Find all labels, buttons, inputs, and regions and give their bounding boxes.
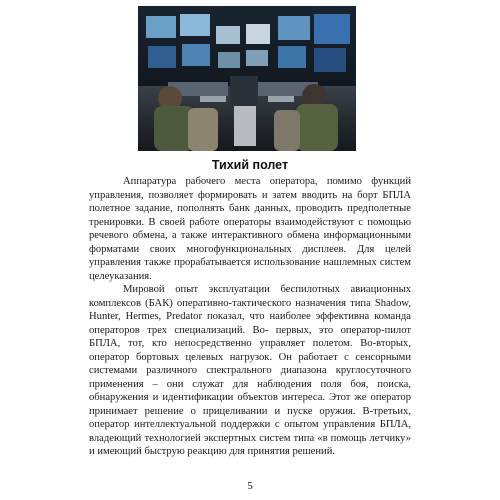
- paragraph-1: Аппаратура рабочего места оператора, помимо функций управления, позволяет формировать и затем вводить на борт БПЛА полетное задание, пополнять банк данных, проводить предполетные тренировки. В своей работе операторы взаимодействуют с помощью речевого обмена, а также интерактивного обмена информационными форматами своих многофункциональных дисплеев. Для целей управления также прорабатывается использование нашлемных систем целеуказания.: [89, 176, 411, 282]
- paragraph-2: Мировой опыт эксплуатации беспилотных авиационных комплексов (БАК) оперативно-тактического назначения типа Shadow, Hunter, Hermes, Predator показал, что наиболее эффективна команда операторов трех специализаций. Во- первых, это оператор-пилот БПЛА, тот, кто непосредственно управляет полетом. Во-вторых, оператор бортовых целевых нагрузок. Он работает с сенсорными системами различного спектрального диапазона круглосуточного применения – они служат для наблюдения поля боя, поиска, обнаружения и идентификации объектов интереса. Этот же оператор принимает решение о прицеливании и пуске оружия. В-третьих, оператор интеллектуальной поддержки с опытом управления БПЛА, владеющий технологией экспертных систем типа «в помощь летчику» и имеющий быструю реакцию для принятия решений.: [89, 284, 411, 457]
- control-room-photo: [138, 6, 356, 151]
- page-number: 5: [247, 480, 253, 492]
- body-text: [89, 175, 411, 459]
- section-heading: Тихий полет: [211, 158, 289, 172]
